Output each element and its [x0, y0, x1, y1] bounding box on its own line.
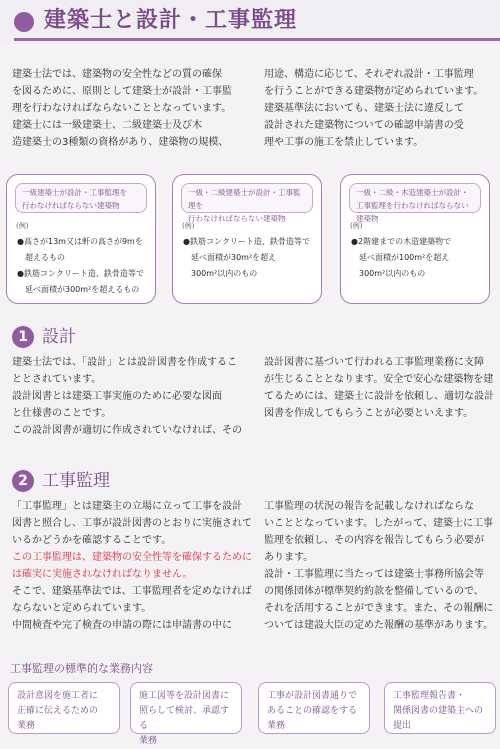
intro-left-line: 理を行わなければならないこととなっています。	[12, 103, 232, 114]
box-heading	[349, 183, 481, 223]
task-card	[130, 682, 242, 746]
task-line: 正確に伝えるための	[17, 706, 99, 716]
section-1-left-column	[12, 354, 256, 439]
task-line: 設計意図を施工者に	[17, 691, 99, 701]
task-card	[384, 682, 496, 734]
page-title: 建築士と設計・工事監理	[44, 8, 298, 33]
box-heading-line: 工事監理を行わなければならない建築物	[356, 201, 469, 223]
section-1-left-line: と仕様書のことです。	[12, 408, 112, 419]
box-item: ●鉄筋コンクリート造、鉄骨造等で	[183, 237, 310, 246]
architect-class-box-2	[172, 174, 322, 304]
box-items	[351, 235, 483, 283]
intro-right-line: 設計された建築物についての確認申請書の受	[264, 120, 464, 131]
section-2-left-line: いるかどうかを確認することです。	[12, 535, 172, 546]
box-item: 延べ面積が300m²を超えるもの	[17, 285, 140, 294]
box-heading-line: 行わなければならない建築物	[188, 214, 286, 223]
section-1-number-badge: 1	[12, 326, 34, 348]
intro-right-line: を行うことができる建築物が定められています。	[264, 86, 484, 97]
task-line: 業務	[139, 736, 158, 746]
section-2-right-line: それを活用することができます。また、その報酬に	[264, 603, 494, 614]
section-2-left-red-line: は確実に実施されなければなりません。	[12, 569, 193, 580]
section-1-right-column	[264, 354, 496, 422]
box-example-label: (例)	[16, 222, 29, 230]
section-2-right-line: 監理を依頼し、その内容を報告してもらう必要が	[264, 535, 484, 546]
box-item: 300m²以内のもの	[183, 269, 258, 278]
intro-left-line: を図るために、原則として建築士が設計・工事監	[12, 86, 232, 97]
box-heading-line: 一級・二級建築士が設計・工事監理を	[188, 188, 301, 210]
intro-right-column	[264, 66, 496, 151]
box-heading-line: 一級・二級・木造建築士が設計・	[356, 188, 469, 197]
task-line: 業務	[17, 721, 36, 731]
tasks-title: 工事監理の標準的な業務内容	[10, 662, 153, 675]
intro-right-line: 建築基準法においても、建築士法に違反して	[264, 103, 464, 114]
section-2-left-red-line: この工事監理は、建築物の安全性等を確保するために	[12, 552, 252, 563]
task-line: 施工図等を設計図書に	[139, 691, 230, 701]
section-2-title: 工事監理	[42, 471, 110, 491]
intro-left-line: 造建築士の3種類の資格があり、建築物の規模、	[12, 137, 229, 148]
box-heading-line: 一級建築士が設計・工事監理を	[22, 188, 127, 197]
box-item: 超えるもの	[17, 253, 65, 262]
section-2-left-column	[12, 498, 258, 634]
section-2-right-line: いこととなっています。したがって、建築士に工事	[264, 518, 493, 529]
box-item: ●高さが13m又は軒の高さが9mを	[17, 237, 143, 246]
section-1-right-line: 設計図書に基づいて行われる工事監理業務に支障	[264, 357, 484, 368]
task-line: 照らして検討、承認する	[139, 706, 230, 731]
task-line: あることの確認をする	[267, 706, 358, 716]
intro-left-line: 建築士法では、建築物の安全性などの質の確保	[12, 69, 222, 80]
box-items	[17, 235, 149, 299]
section-1-left-line: 設計図書とは建築工事実施のために必要な図面	[12, 391, 222, 402]
task-line: 関係図書の建築主への	[393, 706, 484, 716]
section-2-left-line: そこで、建築基準法では、工事監理者を定めなければ	[12, 586, 252, 597]
box-example-label: (例)	[182, 222, 195, 230]
section-1-left-line: この設計図書が適切に作成されていなければ、その	[12, 425, 242, 436]
section-1-title: 設計	[42, 327, 76, 347]
intro-left-line: 建築士には一級建築士、二級建築士及び木	[12, 120, 202, 131]
task-card	[258, 682, 370, 734]
architect-class-box-3	[340, 174, 490, 304]
box-heading-line: 行わなければならない建築物	[22, 201, 120, 210]
section-1-left-line: 建築士法では、「設計」とは設計図書を作成するこ	[12, 357, 237, 368]
section-1-right-line: てるためには、建築士に設計を依頼し、適切な設計	[264, 391, 494, 402]
box-item: ●2階建までの木造建築物で	[351, 237, 452, 246]
section-1-left-line: ととされています。	[12, 374, 102, 385]
title-bullet-icon	[14, 12, 34, 32]
box-item: 300m²以内のもの	[351, 269, 426, 278]
task-line: 工事監理報告書・	[393, 691, 466, 701]
section-2-right-line: あります。	[264, 552, 314, 563]
architect-class-box-1	[6, 174, 156, 304]
section-2-right-line: 工事監理の状況の報告を記載しなければならな	[264, 501, 474, 512]
box-items	[183, 235, 315, 283]
box-heading	[181, 183, 313, 223]
task-line: 工事が設計図書通りで	[267, 691, 358, 701]
box-heading	[15, 183, 147, 213]
box-item: 延べ面積が100m²を超え	[351, 253, 450, 262]
section-2-left-line: 中間検査や完了検査の申請の際には申請書の中に	[12, 620, 232, 631]
intro-right-line: 理や工事の施工を禁止しています。	[264, 137, 424, 148]
section-2-left-line: 図書と照合し、工事が設計図書のとおりに実施されて	[12, 518, 252, 529]
task-line: 業務	[267, 721, 286, 731]
task-card	[8, 682, 120, 734]
intro-right-line: 用途、構造に応じて、それぞれ設計・工事監理	[264, 69, 474, 80]
section-2-right-line: ついては建設大臣の定めた報酬の基準があります。	[264, 620, 494, 631]
section-2-right-column	[264, 498, 496, 634]
box-item: ●鉄筋コンクリート造、鉄骨造等で	[17, 269, 144, 278]
section-2-left-line: 「工事監理」とは建築主の立場に立って工事を設計	[12, 501, 242, 512]
section-2-left-line: ならないと定められています。	[12, 603, 152, 614]
task-line: 提出	[393, 721, 412, 731]
title-bar	[14, 6, 500, 41]
box-example-label: (例)	[350, 222, 363, 230]
intro-left-column	[12, 66, 252, 151]
section-2-number-badge: 2	[12, 470, 34, 492]
box-item: 延べ面積が30m²を超え	[183, 253, 277, 262]
section-1-right-line: が生じることとなります。安全で安心な建築物を建	[264, 374, 494, 385]
section-1-right-line: 図書を作成してもらうことが必要といえます。	[264, 408, 474, 419]
section-2-right-line: 設計・工事監理に当たっては建築士事務所協会等	[264, 569, 484, 580]
section-2-right-line: の関係団体が標準契約約款を整備しているので、	[264, 586, 484, 597]
